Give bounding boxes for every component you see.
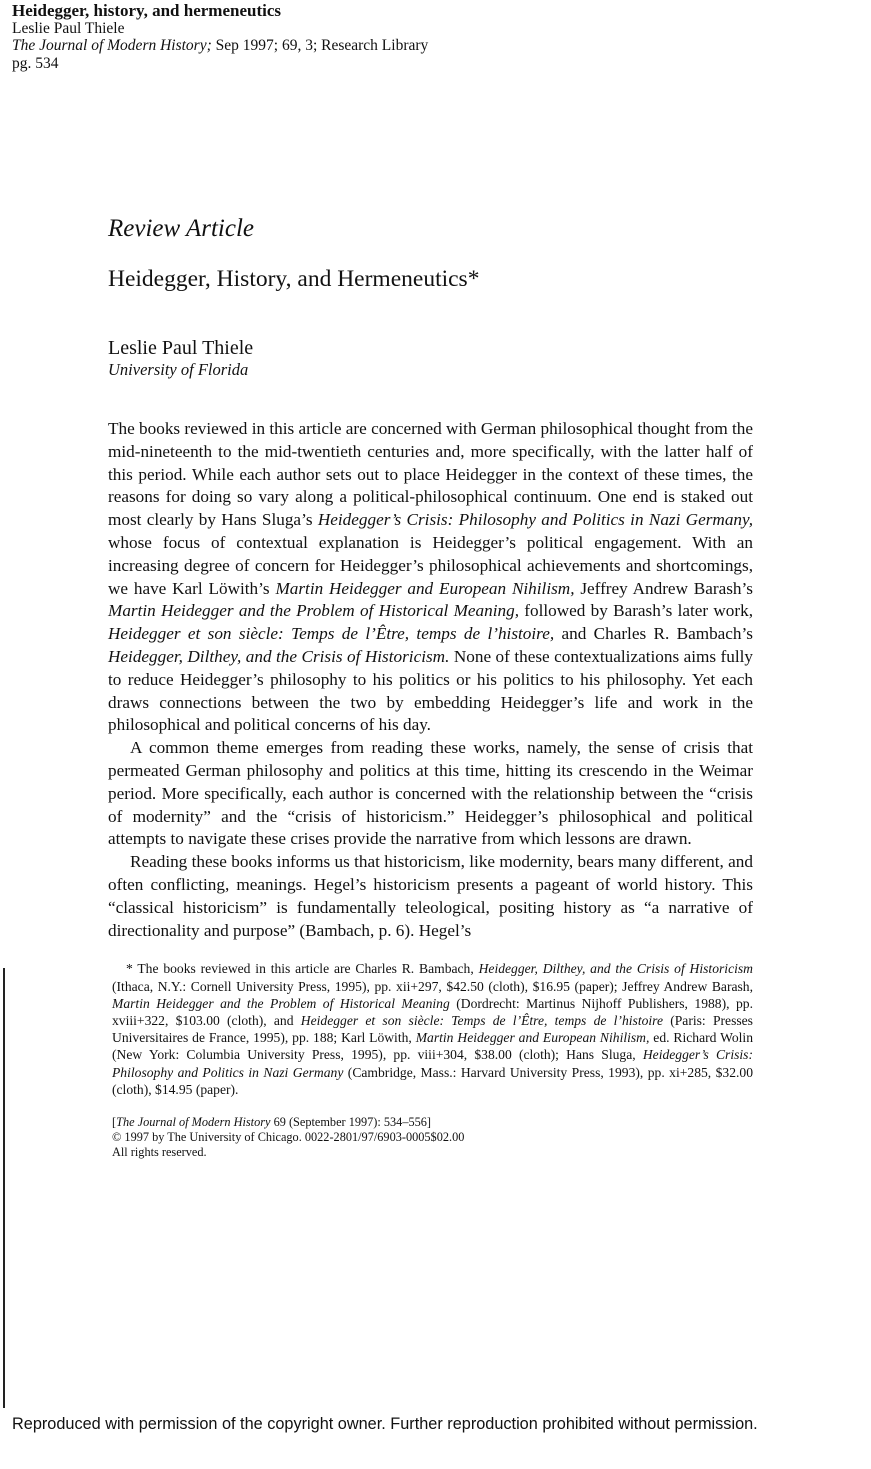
text-run: Jeffrey Andrew Barash’s	[574, 578, 753, 598]
article-body	[108, 418, 753, 942]
text-run: (Ithaca, N.Y.: Cornell University Press, 1995), pp. xii+297, $42.50 (cloth), $16.95 (paper); Jeffrey Andrew Barash,	[112, 978, 753, 994]
footnote	[108, 960, 753, 1098]
issue-info: 69 (September 1997): 534–556]	[270, 1114, 432, 1129]
citation-page: pg. 534	[12, 54, 59, 72]
citation-author: Leslie Paul Thiele	[12, 19, 125, 37]
text-run: and Charles R. Bambach’s	[554, 624, 753, 644]
citation-issue: Sep 1997; 69, 3; Research Library	[211, 37, 429, 54]
text-run: ed. Richard Wolin (New York: Columbia University Press, 1995), pp. viii+304, $38.00 (cloth); Hans Sluga,	[112, 1030, 753, 1063]
article-kicker: Review Article	[108, 215, 255, 242]
article-title: Heidegger, History, and Hermeneutics*	[108, 266, 480, 292]
text-run: * The books reviewed in this article are Charles R. Bambach,	[126, 961, 479, 977]
citation-title: Heidegger, history, and hermeneutics	[12, 1, 281, 20]
book-title: Martin Heidegger and the Problem of Historical Meaning	[112, 995, 450, 1011]
publication-info	[108, 1115, 753, 1161]
citation-journal: The Journal of Modern History;	[12, 37, 212, 54]
journal-name: The Journal of Modern History	[116, 1114, 271, 1129]
book-title: Heidegger’s Crisis: Philosophy and Politics in Nazi Germany,	[317, 510, 753, 530]
pubinfo-citation	[112, 1115, 753, 1130]
article	[108, 212, 753, 1161]
paragraph-2: A common theme emerges from reading these works, namely, the sense of crisis that permeated German philosophy and politics at this time, hitting its crescendo in the Weimar period. More specifically, each author is concerned with the relationship between the “crisis of modernity” and the “crisis of historicism.” Heidegger’s philosophical and political attempts to navigate these crises provide the narrative from which lessons are drawn.	[108, 738, 753, 849]
text-run: (Cambridge, Mass.: Harvard University Press, 1993), pp. xi+285, $32.00 (cloth), $14.95 (paper).	[112, 1064, 754, 1097]
book-title: Heidegger et son siècle: Temps de l’Être, temps de l’histoire,	[108, 624, 555, 644]
article-author: Leslie Paul Thiele	[108, 337, 254, 359]
pubinfo-rights: All rights reserved.	[112, 1145, 207, 1160]
pubinfo-copyright: © 1997 by The University of Chicago. 0022-2801/97/6903-0005$02.00	[112, 1130, 465, 1145]
text-run: whose focus of contextual explanation is Heidegger’s political engagement. With an increasing degree of concern for Heidegger’s philosophical achievements and shortcomings, we have Karl Löwith’s	[108, 532, 753, 598]
copyright-notice: Reproduced with permission of the copyright owner. Further reproduction prohibited without permission.	[12, 1415, 758, 1433]
scan-margin-line	[3, 968, 5, 1408]
book-title: Heidegger, Dilthey, and the Crisis of Historicism	[478, 961, 753, 977]
text-run: (Dordrecht: Martinus Nijhoff Publishers, 1988), pp. xviii+322, $103.00 (cloth), and	[112, 995, 753, 1028]
book-title: Martin Heidegger and European Nihilism,	[415, 1030, 650, 1046]
citation-source	[12, 37, 428, 55]
text-run: followed by Barash’s later work,	[519, 601, 753, 621]
text-run: (Paris: Presses Universitaires de France, 1995), pp. 188; Karl Löwith,	[112, 1012, 753, 1046]
paragraph-3: Reading these books informs us that historicism, like modernity, bears many different, and often conflicting, meanings. Hegel’s historicism presents a pageant of world history. This “classical historicism” is fundamentally teleological, positing history as “a narrative of directionality and purpose” (Bambach, p. 6). Hegel’s	[108, 852, 753, 940]
bracket: [	[112, 1114, 117, 1129]
footnote-text	[112, 960, 753, 1098]
book-title: Martin Heidegger and the Problem of Historical Meaning,	[108, 601, 519, 621]
book-title: Heidegger, Dilthey, and the Crisis of Historicism.	[108, 646, 450, 666]
book-title: Heidegger’s Crisis: Philosophy and Politics in Nazi Germany	[112, 1047, 753, 1080]
text-run: The books reviewed in this article are concerned with German philosophical thought from the mid-nineteenth to the mid-twentieth centuries and, more specifically, with the latter half of this period. While each author sets out to place Heidegger in the context of these times, the reasons for doing so vary along a political-philosophical continuum. One end is staked out most clearly by Hans Sluga’s	[108, 419, 753, 530]
text-run: None of these contextualizations aims fully to reduce Heidegger’s philosophy to his politics or his politics to his philosophy. Yet each draws connections between the two by embedding Heidegger’s life and work in the philosophical and political concerns of his day.	[108, 646, 753, 735]
citation-header	[12, 2, 428, 72]
paragraph-1	[108, 418, 753, 737]
book-title: Martin Heidegger and European Nihilism,	[275, 578, 575, 598]
book-title: Heidegger et son siècle: Temps de l’Être, temps de l’histoire	[300, 1012, 663, 1028]
article-affiliation: University of Florida	[108, 360, 249, 379]
